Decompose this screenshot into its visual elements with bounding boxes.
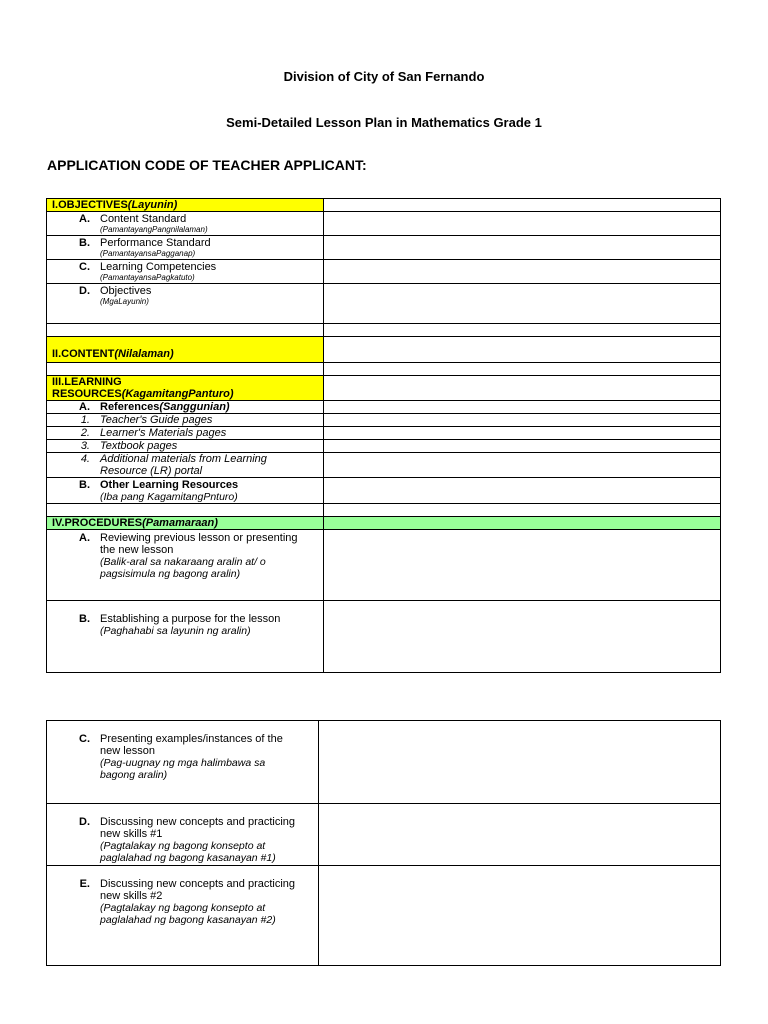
spacer-row [47, 504, 721, 517]
procedure-c-label: Presenting examples/instances of the new lesson [100, 733, 283, 757]
item-number: 2. [80, 427, 90, 439]
resource-item-label: Textbook pages [100, 440, 178, 452]
item-letter: D. [79, 816, 90, 828]
objective-d-answer-cell[interactable] [324, 284, 721, 324]
objective-row-b [47, 236, 721, 260]
resources-header-row [47, 376, 721, 401]
procedure-c-answer-cell[interactable] [319, 721, 721, 804]
objectives-header-row [47, 199, 721, 212]
objective-a-label: Content Standard [100, 213, 187, 225]
procedure-a-answer-cell[interactable] [324, 530, 721, 601]
resources-answer-cell[interactable] [324, 376, 721, 401]
item-letter: B. [79, 479, 90, 491]
resource-item-row [47, 440, 721, 453]
procedure-row-a [47, 530, 721, 601]
procedures-header-row [47, 517, 721, 530]
spacer-cell[interactable] [324, 363, 721, 376]
item-number: 3. [80, 440, 90, 452]
objective-c-answer-cell[interactable] [324, 260, 721, 284]
item-letter: D. [79, 285, 90, 297]
item-number: 4. [80, 453, 90, 465]
procedure-e-answer-cell[interactable] [319, 866, 721, 966]
procedure-c-tr: (Pag-uugnay ng mga halimbawa sa bagong aralin) [100, 757, 266, 781]
item-letter: A. [79, 213, 90, 225]
item-letter: A. [79, 401, 90, 413]
other-resources-row [47, 478, 721, 504]
content-heading: II.CONTENT(Nilalaman) [47, 337, 324, 363]
objective-b-label: Performance Standard [100, 237, 211, 249]
resource-item-answer-cell[interactable] [324, 427, 721, 440]
division-title: Division of City of San Fernando [283, 69, 485, 84]
spacer-row [47, 363, 721, 376]
lesson-plan-table-2 [46, 720, 721, 966]
procedure-e-tr: (Pagtalakay ng bagong konsepto at paglalahad ng bagong kasanayan #2) [100, 902, 276, 926]
objective-d-label: Objectives [100, 285, 152, 297]
resource-item-label: Learner's Materials pages [100, 427, 227, 439]
objective-b-sub: (PamantayansaPagganap) [100, 249, 196, 258]
objective-a-sub: (PamantayangPangnilalaman) [100, 225, 208, 234]
references-row [47, 401, 721, 414]
resource-item-row [47, 414, 721, 427]
objective-row-c [47, 260, 721, 284]
procedure-d-answer-cell[interactable] [319, 804, 721, 866]
procedure-row-b [47, 601, 721, 673]
objective-a-answer-cell[interactable] [324, 212, 721, 236]
content-answer-cell[interactable] [324, 337, 721, 363]
item-letter: B. [79, 237, 90, 249]
other-resources-tr: (Iba pang KagamitangPnturo) [100, 491, 238, 503]
content-header-row [47, 337, 721, 363]
objective-b-answer-cell[interactable] [324, 236, 721, 260]
objective-c-sub: (PamantayansaPagkatuto) [100, 273, 195, 282]
spacer-row [47, 324, 721, 337]
item-number: 1. [80, 414, 90, 426]
resource-item-answer-cell[interactable] [324, 414, 721, 427]
procedure-b-answer-cell[interactable] [324, 601, 721, 673]
item-letter: C. [79, 261, 90, 273]
procedures-heading-cell[interactable] [324, 517, 721, 530]
procedure-b-tr: (Paghahabi sa layunin ng aralin) [100, 625, 251, 637]
procedure-a-label: Reviewing previous lesson or presenting the new lesson [100, 532, 298, 556]
procedure-d-tr: (Pagtalakay ng bagong konsepto at paglalahad ng bagong kasanayan #1) [100, 840, 276, 864]
resource-item-row [47, 427, 721, 440]
references-label: References [100, 401, 160, 413]
procedure-a-tr: (Balik-aral sa nakaraang aralin at/ o pagsisimula ng bagong aralin) [100, 556, 266, 580]
item-letter: A. [79, 532, 90, 544]
procedure-d-label: Discussing new concepts and practicing new skills #1 [100, 816, 296, 840]
objective-row-d [47, 284, 721, 324]
resource-item-answer-cell[interactable] [324, 453, 721, 478]
resource-item-answer-cell[interactable] [324, 440, 721, 453]
objectives-heading: I.OBJECTIVES(Layunin) [47, 199, 324, 212]
application-code-label: APPLICATION CODE OF TEACHER APPLICANT: [47, 157, 367, 173]
objective-c-label: Learning Competencies [100, 261, 217, 273]
lesson-plan-table-1 [46, 198, 721, 673]
references-answer-cell[interactable] [324, 401, 721, 414]
objective-row-a [47, 212, 721, 236]
objective-d-sub: (MgaLayunin) [100, 297, 149, 306]
procedures-heading: IV.PROCEDURES(Pamamaraan) [47, 517, 324, 530]
procedure-e-label: Discussing new concepts and practicing new skills #2 [100, 878, 296, 902]
resource-item-label: Additional materials from Learning Resource (LR) portal [100, 453, 267, 477]
procedure-row-d [47, 804, 721, 866]
item-letter: C. [79, 733, 90, 745]
procedure-b-label: Establishing a purpose for the lesson [100, 613, 281, 625]
procedure-row-c [47, 721, 721, 804]
resources-heading: III.LEARNING RESOURCES(KagamitangPanturo) [47, 376, 324, 401]
other-resources-answer-cell[interactable] [324, 478, 721, 504]
resource-item-label: Teacher's Guide pages [100, 414, 213, 426]
spacer-cell[interactable] [324, 504, 721, 517]
other-resources-label: Other Learning Resources [100, 479, 239, 491]
resource-item-row [47, 453, 721, 478]
objectives-heading-cell[interactable] [324, 199, 721, 212]
document-title: Semi-Detailed Lesson Plan in Mathematics Grade 1 [226, 115, 542, 130]
item-letter: E. [79, 878, 90, 890]
references-tr: (Sanggunian) [159, 401, 230, 413]
spacer-cell[interactable] [324, 324, 721, 337]
procedure-row-e [47, 866, 721, 966]
item-letter: B. [79, 613, 90, 625]
